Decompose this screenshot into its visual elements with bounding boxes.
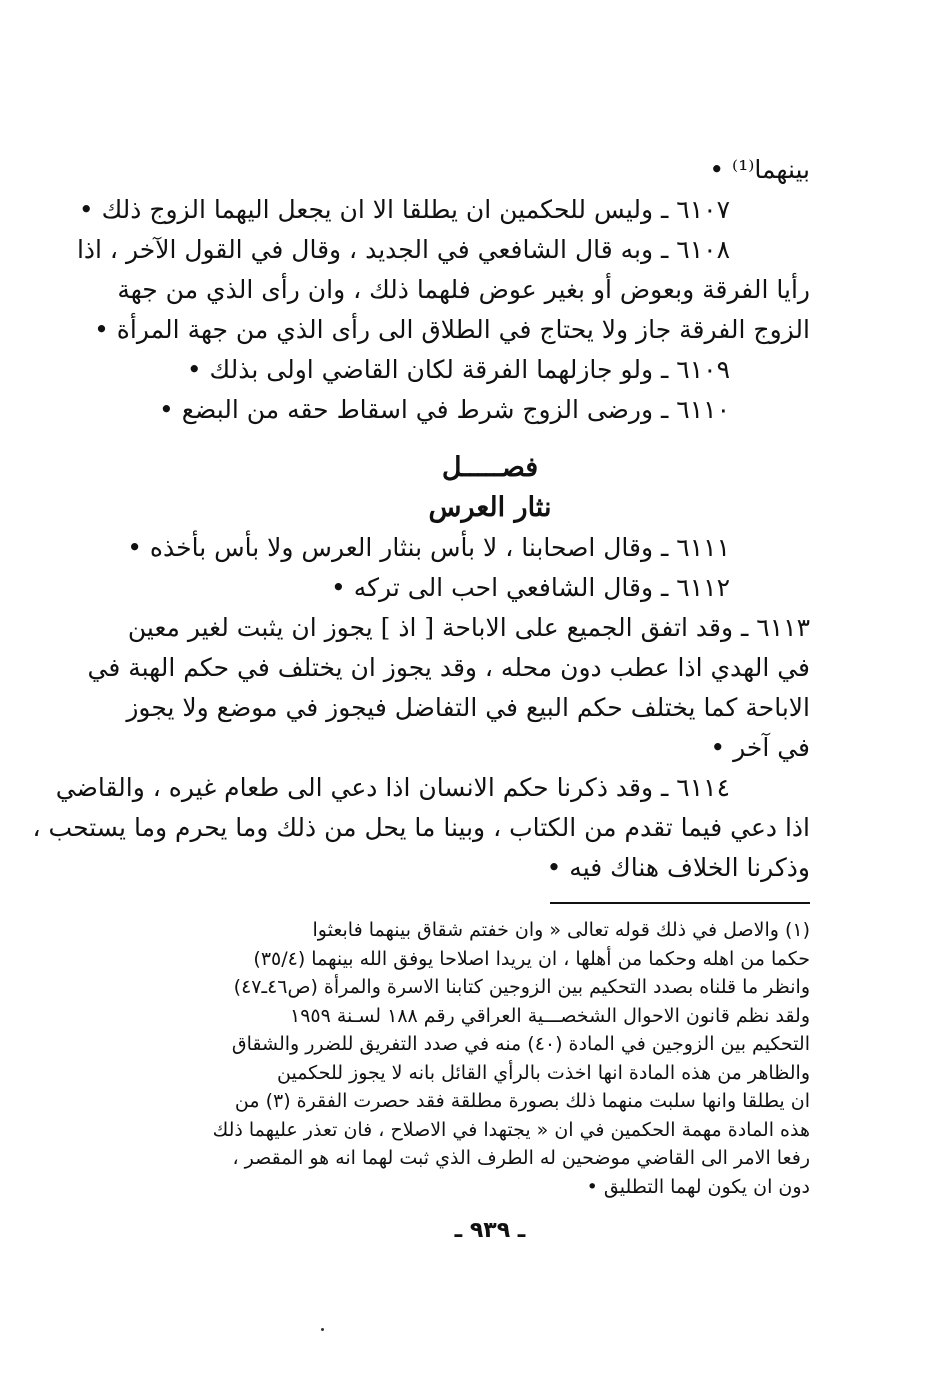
paragraph-6110: ٦١١٠ ـ ورضى الزوج شرط في اسقاط حقه من البضع • (159, 395, 730, 424)
text-line: في آخر • (710, 733, 810, 762)
footnote-line: وانظر ما قلناه بصدد التحكيم بين الزوجين كتابنا الاسرة والمرأة (ص٤٦ـ٤٧) (233, 976, 810, 998)
footnote-line: دون ان يكون لهما التطليق • (586, 1175, 810, 1198)
footnote-line: التحكيم بين الزوجين في المادة (٤٠) منه في صدد التفريق للضرر والشقاق (231, 1033, 810, 1055)
text-line: رأيا الفرقة وبعوض أو بغير عوض فلهما ذلك ، وان رأى الذي من جهة (117, 275, 810, 304)
text-line: الزوج الفرقة جاز ولا يحتاج في الطلاق الى رأى الذي من جهة المرأة • (94, 315, 810, 344)
footnote-line: هذه المادة مهمة الحكمين في ان « يجتهدا في الاصلاح ، فان تعذر عليهما ذلك (212, 1118, 810, 1141)
text-line: في الهدي اذا عطب دون محله ، وقد يجوز ان يختلف في حكم الهبة في (87, 653, 810, 682)
text-line: الاباحة كما يختلف حكم البيع في التفاضل فيجوز في موضع ولا يجوز (126, 693, 810, 722)
page-content (32, 150, 810, 1249)
text-line: بينهما⁽¹⁾ • (709, 155, 810, 184)
section-title: فصـــــل (441, 452, 539, 483)
paragraph-6107: ٦١٠٧ ـ وليس للحكمين ان يطلقا الا ان يجعل اليهما الزوج ذلك • (78, 195, 730, 224)
page-number: ـ ٩٣٩ ـ (454, 1218, 526, 1243)
footnote-line: ولقد نظم قانون الاحوال الشخصـــية العراقي رقم ١٨٨ لسـنة ١٩٥٩ (290, 1004, 810, 1027)
footnote-line: رفعا الامر الى القاضي موضحين له الطرف الذي ثبت لهما انه هو المقصر ، (232, 1147, 810, 1169)
text-line: وذكرنا الخلاف هناك فيه • (546, 853, 810, 882)
section-subtitle: نثار العرس (428, 492, 552, 523)
footnote-line: ان يطلقا وانها سلبت منهما ذلك بصورة مطلقة فقد حصرت الفقرة (٣) من (234, 1090, 810, 1112)
footnote-line: حكما من اهله وحكما من أهلها ، ان يريدا اصلاحا يوفق الله بينهما (٣٥/٤) (253, 947, 810, 970)
scan-speck (321, 1328, 324, 1331)
footnote-line: والظاهر من هذه المادة انها اخذت بالرأي القائل بانه لا يجوز للحكمين (277, 1061, 810, 1084)
paragraph-6113: ٦١١٣ ـ وقد اتفق الجميع على الاباحة [ اذ ] يجوز ان يثبت لغير معين (127, 613, 810, 642)
footnote-divider (550, 902, 810, 904)
footnote-line: (١) والاصل في ذلك قوله تعالى « وان خفتم شقاق بينهما فابعثوا (312, 919, 810, 941)
paragraph-6112: ٦١١٢ ـ وقال الشافعي احب الى تركه • (331, 573, 730, 602)
paragraph-6114: ٦١١٤ ـ وقد ذكرنا حكم الانسان اذا دعي الى طعام غيره ، والقاضي (55, 773, 730, 802)
text-line: اذا دعي فيما تقدم من الكتاب ، وبينا ما يحل من ذلك وما يحرم وما يستحب ، (32, 813, 810, 842)
paragraph-6111: ٦١١١ ـ وقال اصحابنا ، لا بأس بنثار العرس ولا بأس بأخذه • (127, 533, 730, 562)
paragraph-6109: ٦١٠٩ ـ ولو جازلهما الفرقة لكان القاضي اولى بذلك • (186, 355, 730, 384)
paragraph-6108: ٦١٠٨ ـ وبه قال الشافعي في الجديد ، وقال في القول الآخر ، اذا (76, 235, 730, 264)
